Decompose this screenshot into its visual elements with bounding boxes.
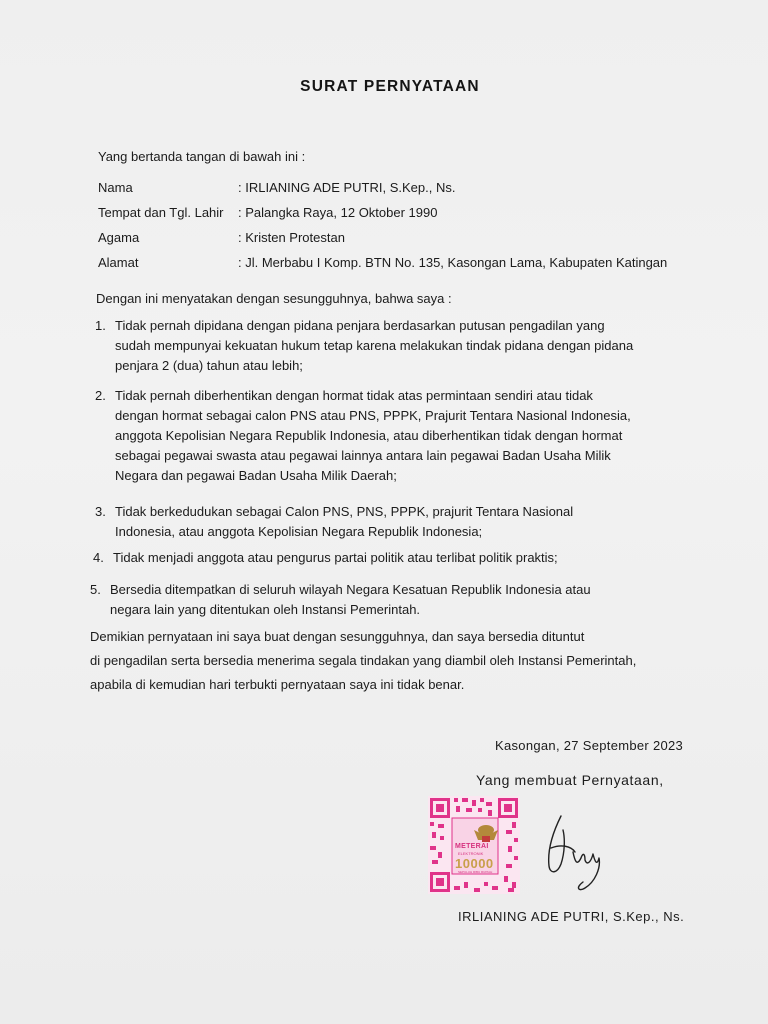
item-line: negara lain yang ditentukan oleh Instansi Pemerintah. [110, 602, 421, 617]
statement-item-4 [93, 548, 558, 568]
field-label: Tempat dan Tgl. Lahir [98, 205, 224, 220]
place-date: Kasongan, 27 September 2023 [495, 738, 684, 753]
field-value: : Palangka Raya, 12 Oktober 1990 [238, 205, 438, 220]
item-line: penjara 2 (dua) tahun atau lebih; [115, 358, 303, 373]
statement-item-1 [95, 316, 633, 376]
item-number: 5. [90, 582, 101, 597]
field-value: : Jl. Merbabu I Komp. BTN No. 135, Kasongan Lama, Kabupaten Katingan [238, 255, 668, 270]
meterai-stamp [428, 796, 520, 894]
item-line: Tidak berkedudukan sebagai Calon PNS, PNS, PPPK, prajurit Tentara Nasional [115, 504, 574, 519]
statement-text: Dengan ini menyatakan dengan sesungguhnya, bahwa saya : [96, 291, 452, 306]
item-number: 2. [95, 388, 106, 403]
field-label: Nama [98, 180, 133, 195]
item-line: sebagai pegawai swasta atau pegawai lainnya antara lain pegawai Badan Usaha Milik [115, 448, 611, 463]
closing-line: Demikian pernyataan ini saya buat dengan sesungguhnya, dan saya bersedia dituntut [90, 629, 585, 644]
item-number: 1. [95, 318, 106, 333]
item-line: Tidak menjadi anggota atau pengurus partai politik atau terlibat politik praktis; [113, 550, 558, 565]
item-line: Negara dan pegawai Badan Usaha Milik Daerah; [115, 468, 397, 483]
closing-line: apabila di kemudian hari terbukti pernyataan saya ini tidak benar. [90, 677, 465, 692]
item-line: Indonesia, atau anggota Kepolisian Negara Republik Indonesia; [115, 524, 483, 539]
field-value: : IRLIANING ADE PUTRI, S.Kep., Ns. [238, 180, 456, 195]
statement-item-5 [90, 580, 591, 620]
item-number: 4. [93, 550, 104, 565]
field-label: Alamat [98, 255, 139, 270]
item-number: 3. [95, 504, 106, 519]
statement-item-2 [95, 386, 631, 486]
signer-name: IRLIANING ADE PUTRI, S.Kep., Ns. [458, 909, 685, 924]
item-line: dengan hormat sebagai calon PNS atau PNS, PPPK, Prajurit Tentara Nasional Indonesia, [115, 408, 631, 423]
statement-item-3 [95, 502, 573, 542]
item-line: Tidak pernah dipidana dengan pidana penjara berdasarkan putusan pengadilan yang [115, 318, 605, 333]
item-line: sudah mempunyai kekuatan hukum tetap karena melakukan tindak pidana dengan pidana [115, 338, 634, 353]
closing-line: di pengadilan serta bersedia menerima segala tindakan yang diambil oleh Instansi Pemerintah, [90, 653, 637, 668]
intro-text: Yang bertanda tangan di bawah ini : [98, 149, 306, 164]
meterai-value: 10000 [455, 856, 494, 871]
item-line: Bersedia ditempatkan di seluruh wilayah Negara Kesatuan Republik Indonesia atau [110, 582, 591, 597]
meterai-sublabel: ELEKTRONIK [458, 851, 484, 856]
item-line: anggota Kepolisian Negara Republik Indonesia, atau diberhentikan tidak dengan hormat [115, 428, 623, 443]
item-line: Tidak pernah diberhentikan dengan hormat tidak atas permintaan sendiri atau tidak [115, 388, 593, 403]
meterai-label: METERAI [455, 843, 489, 850]
document-title: SURAT PERNYATAAN [300, 78, 480, 95]
meterai-caption: SEPULUH RIBU RUPIAH [458, 870, 493, 874]
closing-paragraph [90, 625, 636, 697]
maker-label: Yang membuat Pernyataan, [476, 772, 664, 788]
signature [535, 808, 615, 898]
field-label: Agama [98, 230, 140, 245]
field-value: : Kristen Protestan [238, 230, 345, 245]
